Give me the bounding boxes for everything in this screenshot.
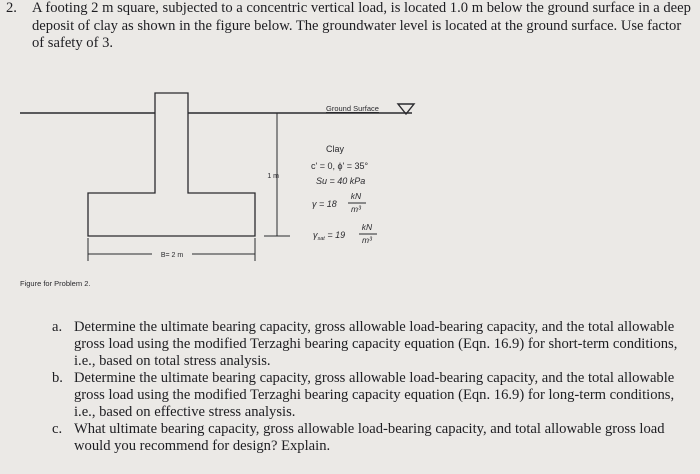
question-parts xyxy=(52,319,692,455)
part-c-text: What ultimate bearing capacity, gross allowable load-bearing capacity, and total allowable gross load would you recommend for design? Explain. xyxy=(74,421,665,454)
gamma-sat-unit-num: kN xyxy=(361,222,373,232)
gamma-sat-subscript: sat xyxy=(317,236,325,242)
part-b-label: b. xyxy=(52,370,63,386)
part-c-label: c. xyxy=(52,421,63,437)
part-a-label: a. xyxy=(52,319,63,335)
gamma-unit-den: m³ xyxy=(351,204,361,214)
footing-outline xyxy=(88,93,255,236)
part-c xyxy=(52,421,692,455)
param-su: Su = 40 kPa xyxy=(316,176,366,186)
gamma-sat-value: = 19 xyxy=(324,230,346,240)
part-b xyxy=(52,370,692,421)
ground-surface-label: Ground Surface xyxy=(326,104,379,113)
problem-text: A footing 2 m square, subjected to a concentric vertical load, is located 1.0 m below the ground surface in a deep deposit of clay as shown in the figure below. The groundwater level is located at the ground surface. Use factor of safety of 3. xyxy=(32,0,691,51)
gamma-sat-symbol: γ xyxy=(313,230,318,240)
depth-label: 1 m xyxy=(267,173,279,180)
gamma-unit-num: kN xyxy=(350,191,362,201)
soil-name: Clay xyxy=(326,144,345,154)
param-gamma-sat xyxy=(313,230,345,242)
part-b-text: Determine the ultimate bearing capacity, gross allowable load-bearing capacity, and the total allowable gross load using the modified Terzaghi bearing capacity equation (Eqn. 16.9) for long-term conditions, i.e., based on effective stress analysis. xyxy=(74,370,675,420)
param-c-phi: c' = 0, ϕ' = 35° xyxy=(311,161,369,171)
width-label: B= 2 m xyxy=(160,252,184,259)
param-gamma: γ = 18 xyxy=(312,199,337,209)
figure-caption: Figure for Problem 2. xyxy=(20,279,91,288)
part-a-text: Determine the ultimate bearing capacity, gross allowable load-bearing capacity, and the total allowable gross load using the modified Terzaghi bearing capacity equation (Eqn. 16.9) for short-term conditions, i.e., based on total stress analysis. xyxy=(74,319,678,369)
problem-number: 2. xyxy=(6,0,17,16)
gamma-sat-unit-den: m³ xyxy=(362,235,372,245)
part-a xyxy=(52,319,692,370)
